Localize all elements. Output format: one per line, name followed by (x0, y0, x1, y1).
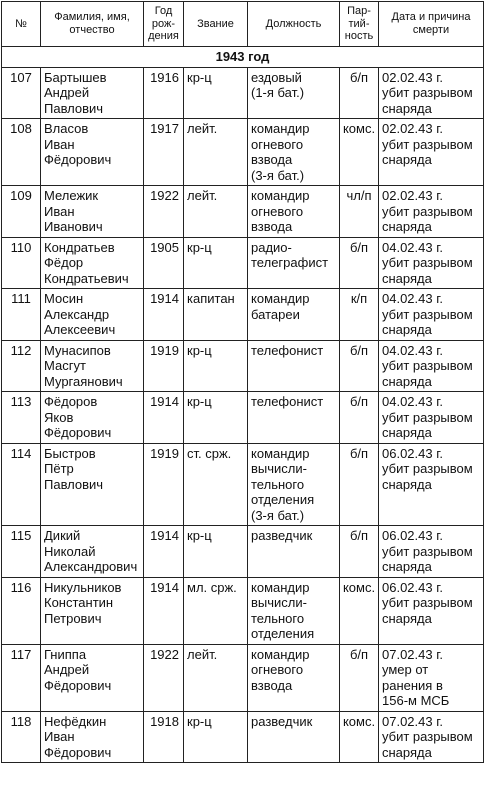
row-number: 115 (2, 526, 41, 578)
row-rank: ст. срж. (184, 443, 248, 526)
row-position-line: телефонист (251, 394, 324, 409)
row-position (248, 644, 340, 711)
row-death-line: 06.02.43 г. (382, 528, 443, 543)
row-party: б/п (340, 526, 379, 578)
row-name-line: Фёдорович (44, 152, 112, 167)
row-death-line: 02.02.43 г. (382, 69, 443, 85)
row-name-line: Александрович (44, 559, 138, 574)
row-death-line: 06.02.43 г. (382, 579, 443, 595)
row-death-line: убит разрывом (382, 358, 473, 373)
row-birth-year: 1919 (144, 443, 184, 526)
row-position-line: ездовый (251, 69, 302, 85)
row-name-line: Александр (44, 306, 110, 322)
row-position-line: (1-я бат.) (251, 85, 305, 100)
row-birth-year: 1917 (144, 119, 184, 186)
table-row (2, 577, 484, 644)
row-name (41, 119, 144, 186)
row-number: 112 (2, 340, 41, 392)
row-birth-year: 1918 (144, 711, 184, 763)
table-row (2, 526, 484, 578)
row-number: 111 (2, 289, 41, 341)
row-name-line: Петрович (44, 610, 102, 626)
row-name-line: Павлович (44, 100, 104, 116)
row-death (379, 237, 484, 289)
row-name (41, 289, 144, 341)
row-name-line: Фёдорович (44, 425, 112, 440)
row-position (248, 577, 340, 644)
row-name-line: Масгут (44, 358, 86, 373)
row-rank: лейт. (184, 186, 248, 238)
row-position-line: командир (251, 579, 310, 595)
row-name (41, 443, 144, 526)
row-death (379, 443, 484, 526)
row-position-line: вычисли- (251, 461, 307, 476)
row-death-line: 07.02.43 г. (382, 713, 443, 729)
row-death-line: убит разрывом (382, 203, 473, 219)
row-position (248, 443, 340, 526)
row-name-line: Быстров (44, 445, 96, 461)
row-name-line: Кондратьев (44, 239, 115, 255)
row-position (248, 186, 340, 238)
row-death-line: снаряда (382, 425, 432, 440)
row-party: б/п (340, 644, 379, 711)
row-death-line: снаряда (382, 373, 432, 389)
row-position (248, 67, 340, 119)
row-death (379, 67, 484, 119)
row-position-line: отделения (251, 492, 315, 507)
row-party: комс. (340, 577, 379, 644)
row-death-line: умер от (382, 662, 429, 677)
row-name (41, 67, 144, 119)
row-death-line: 06.02.43 г. (382, 445, 443, 461)
header-party: Пар- тий- ность (340, 2, 379, 47)
row-party: комс. (340, 119, 379, 186)
row-death-line: 07.02.43 г. (382, 646, 443, 662)
table-row (2, 186, 484, 238)
row-death-line: снаряда (382, 322, 432, 337)
row-death-line: убит разрывом (382, 136, 473, 152)
row-name-line: Фёдоров (44, 394, 98, 409)
row-birth-year: 1914 (144, 526, 184, 578)
row-position-line: огневого (251, 203, 304, 219)
row-death (379, 577, 484, 644)
row-number: 113 (2, 392, 41, 444)
row-position-line: радио- (251, 239, 292, 255)
row-death-line: 156-м МСБ (382, 693, 450, 708)
row-death-line: снаряда (382, 610, 432, 626)
row-position-line: телеграфист (251, 255, 329, 270)
table-row (2, 711, 484, 763)
row-death (379, 526, 484, 578)
row-death-line: 04.02.43 г. (382, 291, 443, 306)
row-name (41, 340, 144, 392)
row-death-line: убит разрывом (382, 595, 473, 610)
row-death (379, 340, 484, 392)
row-position-line: разведчик (251, 713, 313, 729)
header-name: Фамилия, имя, отчество (41, 2, 144, 47)
row-name (41, 644, 144, 711)
row-rank: кр-ц (184, 526, 248, 578)
row-death-line: 02.02.43 г. (382, 188, 443, 203)
row-death-line: снаряда (382, 744, 432, 760)
row-position-line: тельного (251, 610, 305, 626)
row-position-line: огневого (251, 136, 304, 152)
row-rank: капитан (184, 289, 248, 341)
row-party: чл/п (340, 186, 379, 238)
row-number: 118 (2, 711, 41, 763)
row-name-line: Иван (44, 729, 75, 744)
row-name-line: Андрей (44, 85, 90, 100)
header-num: № (2, 2, 41, 47)
row-rank: лейт. (184, 644, 248, 711)
table-row (2, 119, 484, 186)
row-number: 108 (2, 119, 41, 186)
row-death-line: убит разрывом (382, 255, 473, 270)
row-name-line: Фёдор (44, 255, 84, 270)
row-name-line: Константин (44, 595, 114, 610)
row-position-line: командир (251, 291, 310, 306)
row-name-line: Кондратьевич (44, 270, 129, 286)
header-year: Год рож- дения (144, 2, 184, 47)
row-position-line: взвода (251, 152, 293, 167)
row-position-line: командир (251, 188, 310, 203)
row-death-line: убит разрывом (382, 461, 473, 476)
row-death (379, 711, 484, 763)
row-name-line: Мунасипов (44, 342, 111, 358)
row-position (248, 711, 340, 763)
row-name-line: Власов (44, 121, 89, 136)
row-rank: кр-ц (184, 67, 248, 119)
row-position-line: командир (251, 445, 310, 461)
row-position-line: взвода (251, 219, 293, 234)
row-name-line: Никульников (44, 579, 122, 595)
row-number: 110 (2, 237, 41, 289)
row-party: к/п (340, 289, 379, 341)
row-name (41, 711, 144, 763)
row-birth-year: 1922 (144, 186, 184, 238)
row-death-line: убит разрывом (382, 729, 473, 744)
row-name-line: Иван (44, 136, 75, 152)
row-rank: кр-ц (184, 711, 248, 763)
row-position-line: командир (251, 646, 310, 662)
row-birth-year: 1919 (144, 340, 184, 392)
table-row (2, 67, 484, 119)
row-number: 107 (2, 67, 41, 119)
row-rank: кр-ц (184, 340, 248, 392)
row-death-line: 04.02.43 г. (382, 394, 443, 409)
header-rank: Звание (184, 2, 248, 47)
row-birth-year: 1922 (144, 644, 184, 711)
row-position-line: (3-я бат.) (251, 507, 305, 523)
table-row (2, 289, 484, 341)
table-row (2, 340, 484, 392)
row-name-line: Дикий (44, 528, 81, 543)
row-number: 116 (2, 577, 41, 644)
row-death-line: убит разрывом (382, 543, 473, 559)
row-name-line: Яков (44, 409, 74, 425)
row-name-line: Мургаянович (44, 373, 123, 389)
row-birth-year: 1914 (144, 577, 184, 644)
row-death-line: снаряда (382, 476, 432, 492)
table-row (2, 644, 484, 711)
row-name (41, 577, 144, 644)
row-name-line: Мосин (44, 291, 84, 306)
row-name-line: Гниппа (44, 646, 87, 662)
row-position-line: огневого (251, 662, 304, 677)
row-rank: мл. срж. (184, 577, 248, 644)
row-death-line: снаряда (382, 100, 432, 116)
row-name-line: Андрей (44, 662, 90, 677)
header-position: Должность (248, 2, 340, 47)
row-name (41, 526, 144, 578)
row-party: б/п (340, 67, 379, 119)
row-death (379, 644, 484, 711)
table-row (2, 392, 484, 444)
row-death-line: снаряда (382, 270, 432, 286)
row-name-line: Пётр (44, 461, 74, 476)
row-position (248, 340, 340, 392)
row-rank: кр-ц (184, 392, 248, 444)
row-death-line: убит разрывом (382, 409, 473, 425)
row-death (379, 289, 484, 341)
memorial-table (1, 1, 484, 763)
row-name-line: Фёдорович (44, 744, 112, 760)
section-title: 1943 год (2, 47, 484, 68)
row-position-line: тельного (251, 476, 305, 492)
row-death-line: убит разрывом (382, 85, 473, 100)
row-position-line: командир (251, 121, 310, 136)
row-name (41, 186, 144, 238)
row-party: б/п (340, 443, 379, 526)
header-death: Дата и причина смерти (379, 2, 484, 47)
row-name-line: Мележик (44, 188, 99, 203)
row-death-line: убит разрывом (382, 306, 473, 322)
row-party: б/п (340, 237, 379, 289)
row-position (248, 119, 340, 186)
row-position-line: отделения (251, 626, 315, 641)
row-birth-year: 1905 (144, 237, 184, 289)
row-party: комс. (340, 711, 379, 763)
header-row (2, 2, 484, 47)
row-name-line: Николай (44, 543, 96, 559)
row-name-line: Павлович (44, 476, 104, 492)
row-death (379, 119, 484, 186)
row-position-line: разведчик (251, 528, 313, 543)
section-row (2, 47, 484, 68)
row-party: б/п (340, 392, 379, 444)
row-position-line: (3-я бат.) (251, 167, 305, 183)
row-death (379, 186, 484, 238)
row-rank: лейт. (184, 119, 248, 186)
row-name-line: Иванович (44, 219, 103, 234)
row-party: б/п (340, 340, 379, 392)
row-death-line: ранения в (382, 677, 443, 693)
row-death (379, 392, 484, 444)
row-number: 114 (2, 443, 41, 526)
row-position-line: телефонист (251, 342, 324, 358)
row-death-line: снаряда (382, 219, 432, 234)
row-position (248, 526, 340, 578)
row-name (41, 237, 144, 289)
row-position (248, 237, 340, 289)
row-birth-year: 1914 (144, 289, 184, 341)
row-position-line: вычисли- (251, 595, 307, 610)
row-position-line: взвода (251, 677, 293, 693)
table-row (2, 443, 484, 526)
row-death-line: снаряда (382, 559, 432, 574)
row-death-line: 04.02.43 г. (382, 342, 443, 358)
row-name (41, 392, 144, 444)
row-name-line: Фёдорович (44, 677, 112, 693)
row-number: 109 (2, 186, 41, 238)
row-name-line: Бартышев (44, 69, 107, 85)
row-death-line: 04.02.43 г. (382, 239, 443, 255)
row-birth-year: 1916 (144, 67, 184, 119)
row-position-line: батареи (251, 306, 300, 322)
row-death-line: 02.02.43 г. (382, 121, 443, 136)
row-birth-year: 1914 (144, 392, 184, 444)
table-row (2, 237, 484, 289)
row-position (248, 289, 340, 341)
row-number: 117 (2, 644, 41, 711)
row-name-line: Иван (44, 203, 75, 219)
row-name-line: Нефёдкин (44, 713, 107, 729)
row-death-line: снаряда (382, 152, 432, 167)
row-name-line: Алексеевич (44, 322, 116, 337)
row-position (248, 392, 340, 444)
row-rank: кр-ц (184, 237, 248, 289)
